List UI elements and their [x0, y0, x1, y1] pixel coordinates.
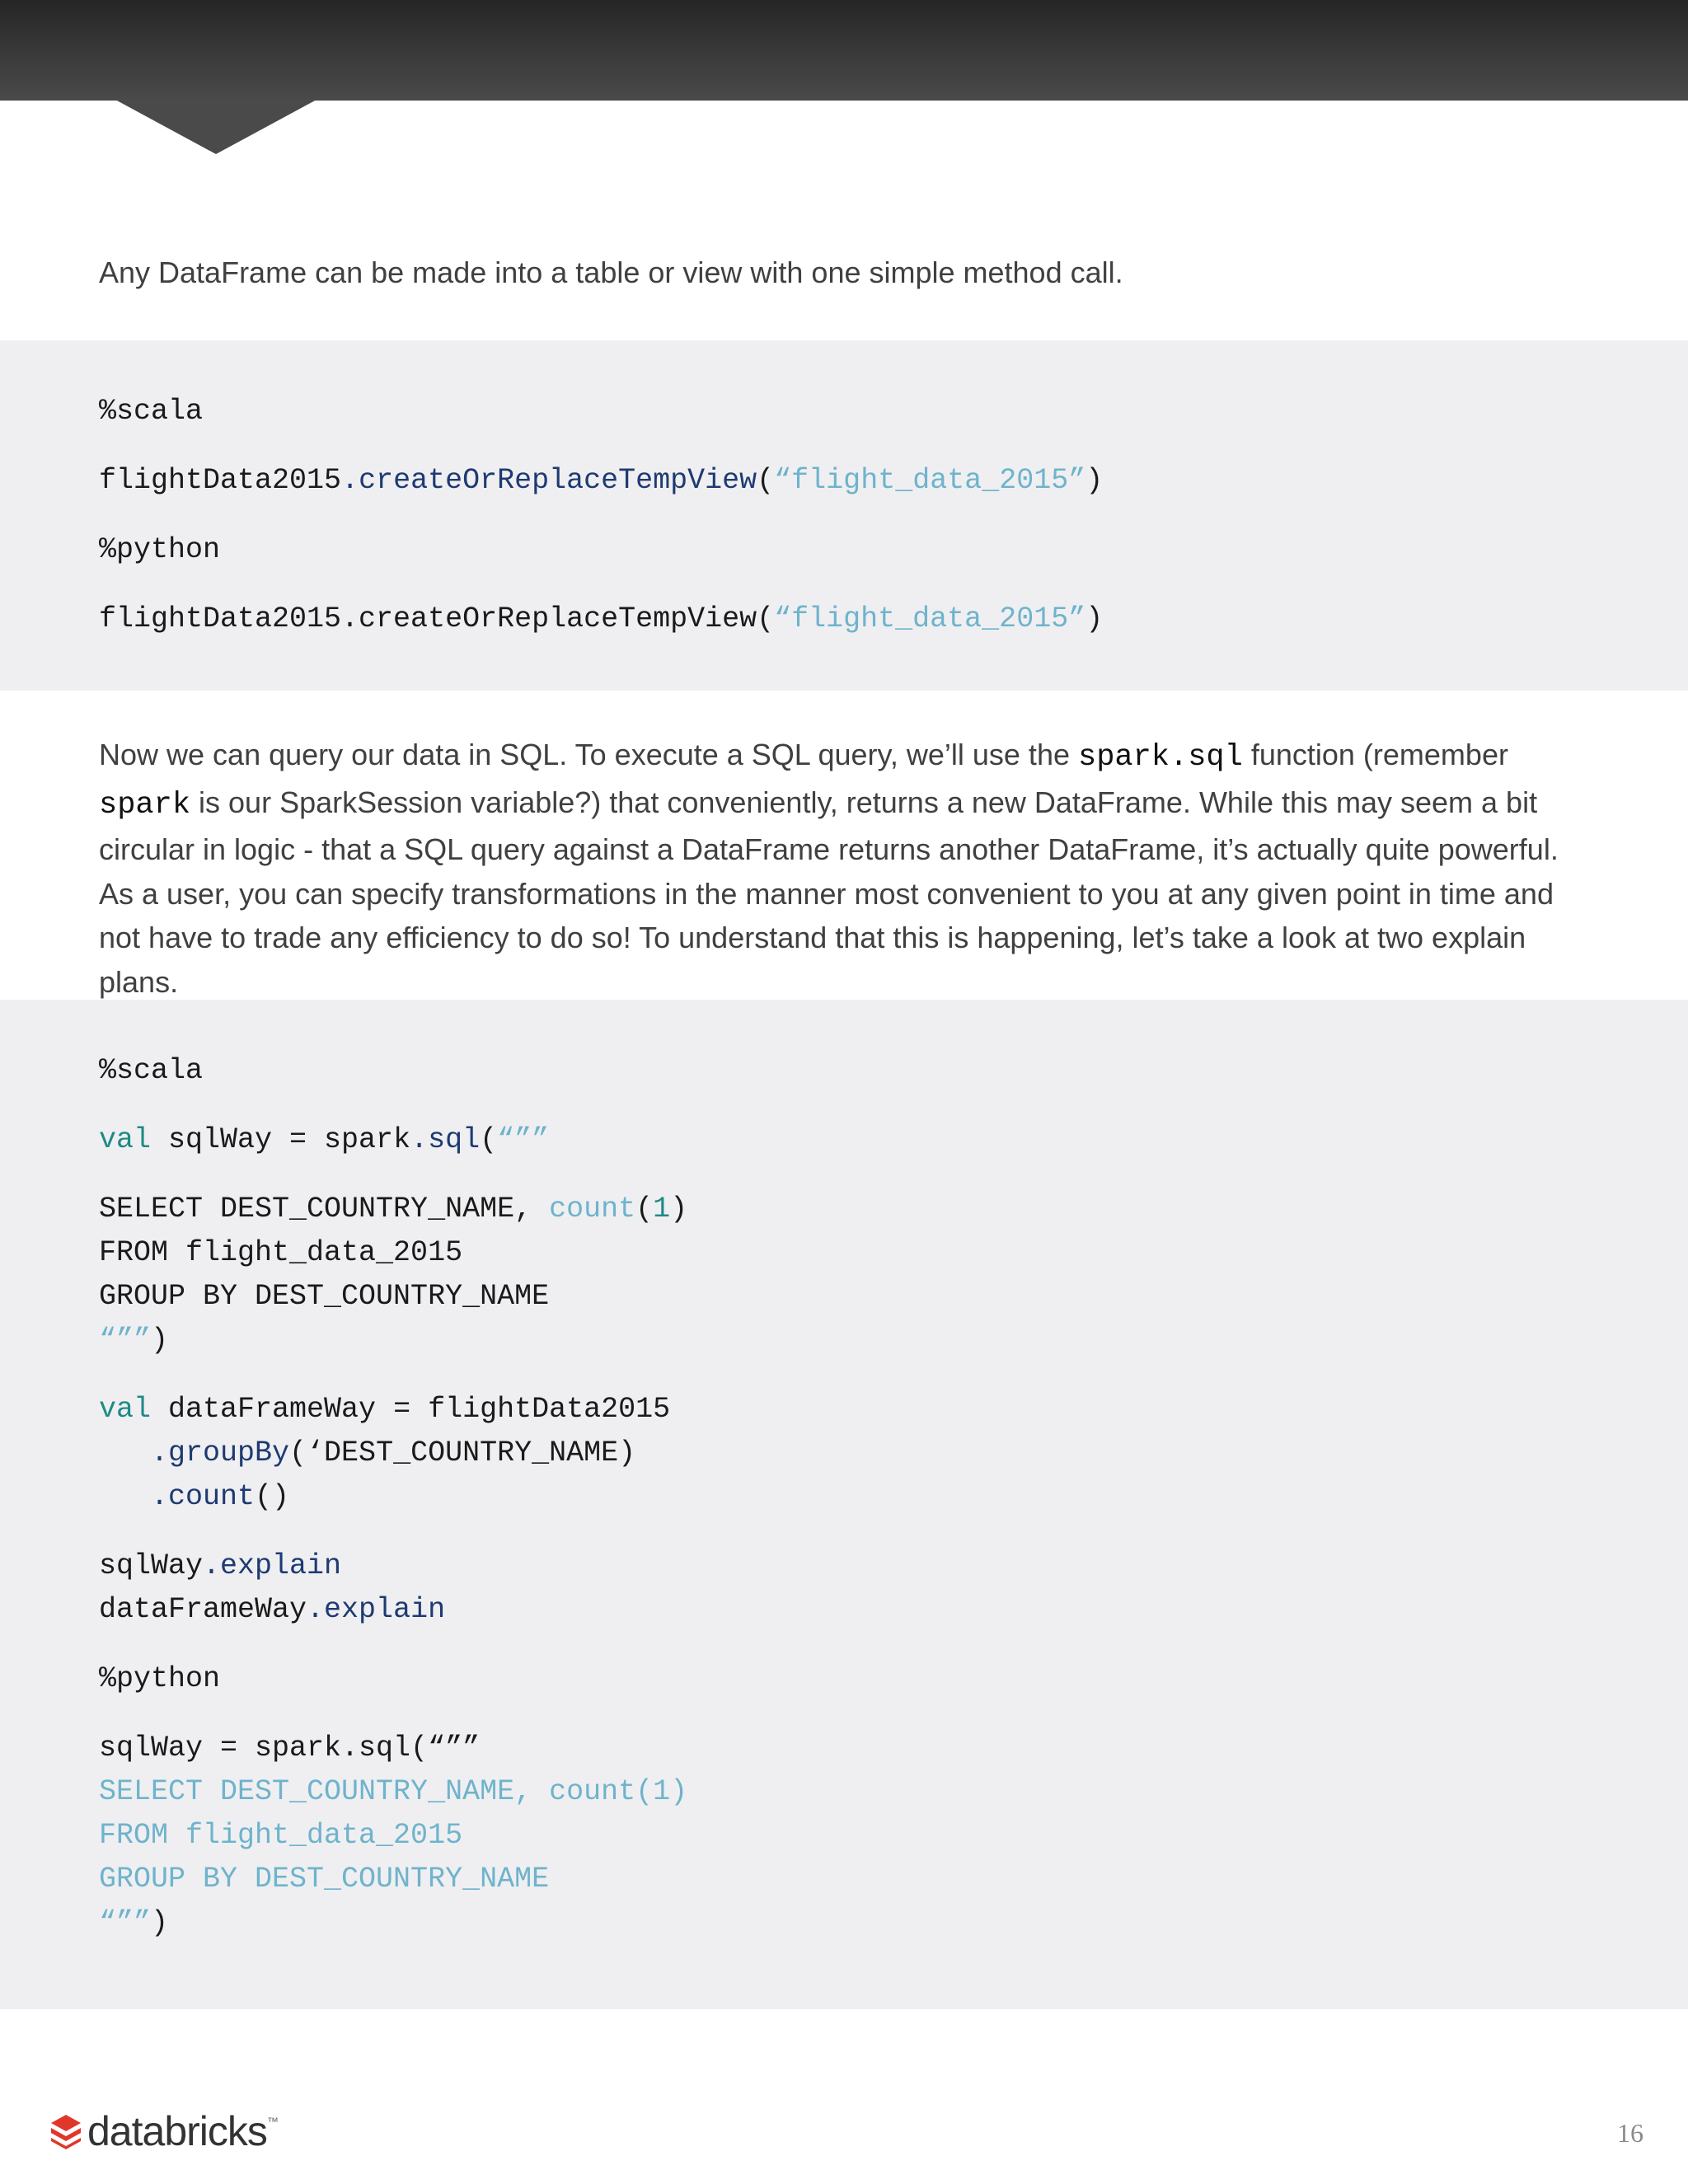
scala-label: %scala — [99, 1054, 204, 1087]
python-code-line — [99, 598, 1103, 641]
code-line — [99, 1118, 549, 1162]
code-text: SELECT DEST_COUNTRY_NAME, — [99, 1193, 550, 1226]
code-text: flightData2015.createOrReplaceTempView( — [99, 602, 775, 635]
scala-code-line — [99, 459, 1103, 503]
code-text: dataFrameWay = flightData2015 — [151, 1393, 671, 1426]
code-string: “”” — [497, 1123, 550, 1156]
code-paren: ) — [151, 1324, 169, 1357]
code-method: .explain — [307, 1593, 446, 1626]
code-line: GROUP BY DEST_COUNTRY_NAME — [99, 1863, 550, 1896]
code-text: dataFrameWay — [99, 1593, 307, 1626]
python-label: %python — [99, 533, 221, 566]
code-text: sqlWay — [99, 1549, 204, 1582]
paragraph-text: function (remember — [1242, 738, 1508, 771]
code-line: FROM flight_data_2015 — [99, 1236, 463, 1269]
header-banner — [0, 0, 1688, 101]
code-text: (‘DEST_COUNTRY_NAME) — [289, 1436, 636, 1469]
page-number: 16 — [1617, 2118, 1643, 2148]
code-paren: ) — [1085, 602, 1104, 635]
inline-code: spark — [99, 787, 191, 823]
logo-text: databricks — [87, 2108, 267, 2154]
code-text: sqlWay = spark — [151, 1123, 411, 1156]
python-label: %python — [99, 1662, 221, 1695]
code-paren: ) — [151, 1906, 169, 1939]
code-line — [99, 1544, 341, 1588]
code-indent — [99, 1436, 151, 1469]
header-notch — [115, 100, 316, 154]
code-paren: () — [255, 1480, 290, 1513]
code-string: “flight_data_2015” — [774, 602, 1086, 635]
code-string: “”” — [99, 1906, 152, 1939]
code-paren: ( — [757, 464, 775, 497]
code-block-1 — [0, 340, 1688, 691]
code-method: .groupBy — [151, 1436, 290, 1469]
code-method: .count — [151, 1480, 256, 1513]
inline-code: spark.sql — [1077, 740, 1243, 775]
code-paren: ( — [480, 1123, 498, 1156]
code-method: .sql — [410, 1123, 481, 1156]
code-paren: ) — [1085, 464, 1104, 497]
code-block-2 — [0, 1000, 1688, 2009]
code-paren: ( — [635, 1193, 654, 1226]
scala-label: %scala — [99, 395, 204, 428]
code-line — [99, 1588, 445, 1632]
code-line — [99, 1188, 687, 1231]
code-line — [99, 1901, 168, 1945]
code-function: count — [549, 1193, 636, 1226]
code-line — [99, 1475, 289, 1519]
code-number: 1 — [653, 1193, 671, 1226]
body-paragraph — [99, 733, 1566, 1004]
code-line — [99, 1432, 635, 1475]
code-string: “”” — [99, 1324, 152, 1357]
code-line: SELECT DEST_COUNTRY_NAME, count(1) — [99, 1775, 688, 1808]
databricks-logo — [49, 2107, 279, 2156]
databricks-stack-icon — [49, 2113, 82, 2149]
logo-trademark: ™ — [266, 2115, 279, 2128]
code-paren: ) — [670, 1193, 688, 1226]
code-object: flightData2015 — [99, 464, 342, 497]
code-line: GROUP BY DEST_COUNTRY_NAME — [99, 1280, 550, 1313]
code-line: FROM flight_data_2015 — [99, 1819, 463, 1852]
code-keyword: val — [99, 1123, 152, 1156]
code-line — [99, 1388, 670, 1432]
code-line — [99, 1319, 168, 1362]
code-string: “flight_data_2015” — [774, 464, 1086, 497]
code-indent — [99, 1480, 151, 1513]
code-method: .createOrReplaceTempView — [341, 464, 757, 497]
code-method: .explain — [203, 1549, 342, 1582]
paragraph-text: Now we can query our data in SQL. To execute a SQL query, we’ll use the — [99, 738, 1078, 771]
paragraph-text: is our SparkSession variable?) that conveniently, returns a new DataFrame. While this may seem a bit circular in logic - that a SQL query against a DataFrame returns another DataFrame, it’s actually quite powerful. As a user, you can specify transformations in the manner most convenient to you at any given point in time and not have to trade any efficiency to do so! To understand that this is happening, let’s take a look at two explain plans. — [99, 785, 1559, 999]
code-line: sqlWay = spark.sql(“”” — [99, 1732, 481, 1765]
intro-text: Any DataFrame can be made into a table or view with one simple method call. — [99, 255, 1123, 289]
code-keyword: val — [99, 1393, 152, 1426]
